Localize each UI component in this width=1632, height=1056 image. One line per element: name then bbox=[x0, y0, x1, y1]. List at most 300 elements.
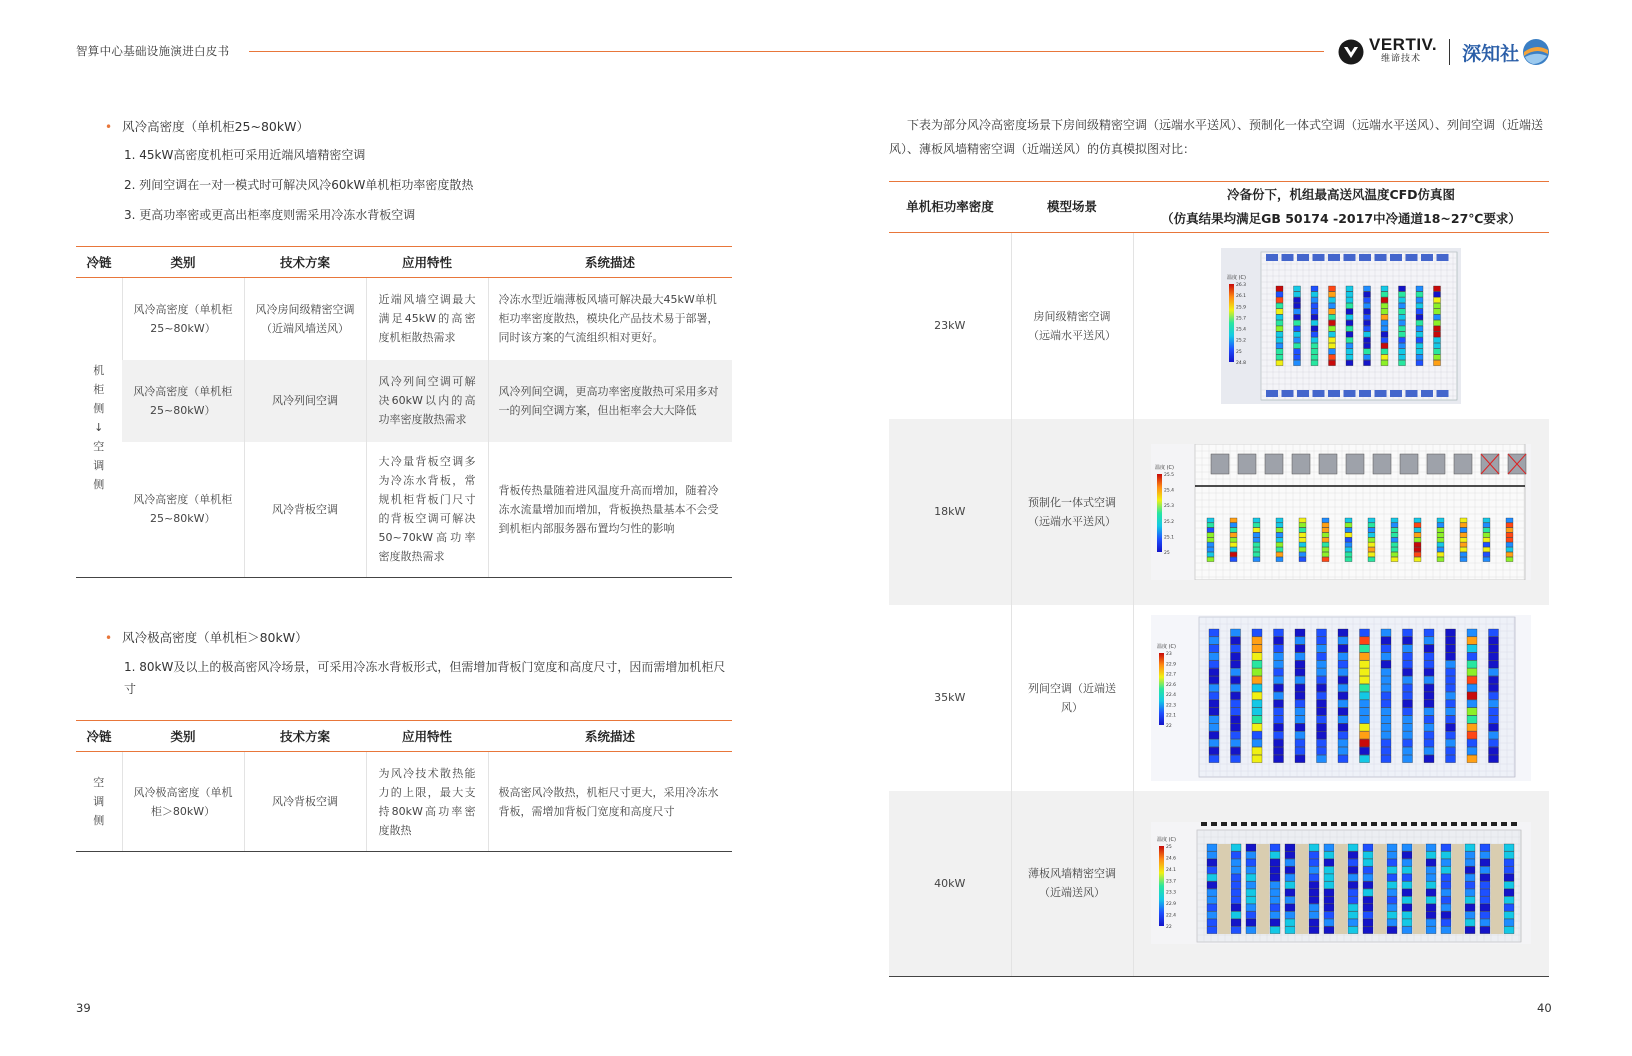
rack-cell bbox=[1329, 314, 1336, 319]
rack-cell bbox=[1381, 297, 1388, 302]
rack-cell bbox=[1387, 882, 1397, 889]
legend-tick: 25.7 bbox=[1236, 316, 1247, 322]
crac-unit bbox=[1266, 254, 1278, 261]
legend-tick: 24.6 bbox=[1166, 856, 1177, 862]
rack-cell bbox=[1403, 629, 1413, 636]
rack-cell bbox=[1381, 303, 1388, 308]
rack-cell bbox=[1209, 660, 1219, 667]
rack-cell bbox=[1274, 684, 1284, 691]
description-cell: 风冷列间空调，更高功率密度散热可采用多对一的列间空调方案，但出柜率会大大降低 bbox=[488, 360, 732, 442]
rack-cell bbox=[1322, 518, 1329, 522]
rack-cell bbox=[1324, 874, 1334, 881]
rack-cell bbox=[1246, 867, 1256, 874]
rack-cell bbox=[1322, 537, 1329, 541]
rack-cell bbox=[1209, 636, 1219, 643]
rack-cell bbox=[1416, 337, 1423, 342]
hot-aisle bbox=[1296, 844, 1308, 934]
rack-cell bbox=[1441, 852, 1451, 859]
rack-cell bbox=[1363, 919, 1373, 926]
rack-cell bbox=[1368, 542, 1375, 546]
hot-aisle bbox=[1335, 844, 1347, 934]
bullet-section1 bbox=[105, 117, 309, 135]
rack-cell bbox=[1360, 660, 1370, 667]
rack-cell bbox=[1399, 337, 1406, 342]
cooling-unit bbox=[1319, 454, 1337, 474]
rack-cell bbox=[1274, 731, 1284, 738]
cooling-unit bbox=[1346, 454, 1364, 474]
rack-cell bbox=[1246, 859, 1256, 866]
rack-cell bbox=[1252, 707, 1262, 714]
rack-cell bbox=[1403, 715, 1413, 722]
cooling-unit bbox=[1265, 454, 1283, 474]
rack-cell bbox=[1402, 927, 1412, 934]
rack-cell bbox=[1403, 652, 1413, 659]
rack-cell bbox=[1345, 537, 1352, 541]
legend-tick: 25.4 bbox=[1164, 488, 1175, 494]
rack-cell bbox=[1434, 303, 1441, 308]
rack-cell bbox=[1364, 303, 1371, 308]
rack-cell bbox=[1363, 874, 1373, 881]
category-cell: 风冷极高密度（单机柜＞80kW） bbox=[122, 752, 244, 852]
rack-cell bbox=[1489, 723, 1499, 730]
rack-cell bbox=[1294, 320, 1301, 325]
rack-cell bbox=[1207, 852, 1217, 859]
rack-cell bbox=[1329, 320, 1336, 325]
description-cell: 极高密风冷散热，机柜尺寸更大，采用冷冻水背板，需增加背板门宽度和高度尺寸 bbox=[488, 752, 732, 852]
intro-paragraph: 下表为部分风冷高密度场景下房间级精密空调（远端水平送风）、预制化一体式空调（远端水平送风）、列间空调（近端送风）、薄板风墙精密空调（近端送风）的仿真模拟图对比： bbox=[889, 118, 1544, 156]
rack-cell bbox=[1295, 660, 1305, 667]
rack-cell bbox=[1274, 668, 1284, 675]
rack-cell bbox=[1489, 676, 1499, 683]
rack-cell bbox=[1504, 882, 1514, 889]
rack-cell bbox=[1465, 927, 1475, 934]
rack-cell bbox=[1483, 518, 1490, 522]
rack-cell bbox=[1295, 668, 1305, 675]
fan-wall-unit bbox=[1231, 822, 1237, 826]
rack-cell bbox=[1317, 636, 1327, 643]
rack-cell bbox=[1276, 360, 1283, 365]
rack-cell bbox=[1295, 747, 1305, 754]
rack-cell bbox=[1424, 747, 1434, 754]
rack-cell bbox=[1276, 320, 1283, 325]
rack-cell bbox=[1489, 668, 1499, 675]
rack-cell bbox=[1207, 547, 1214, 551]
rack-cell bbox=[1274, 739, 1284, 746]
rack-cell bbox=[1285, 889, 1295, 896]
rack-cell bbox=[1363, 867, 1373, 874]
cfd-simulation-image bbox=[1151, 615, 1531, 781]
rack-cell bbox=[1207, 532, 1214, 536]
rack-cell bbox=[1416, 331, 1423, 336]
rack-cell bbox=[1426, 852, 1436, 859]
rack-cell bbox=[1322, 557, 1329, 561]
rack-cell bbox=[1231, 747, 1241, 754]
rack-cell bbox=[1295, 731, 1305, 738]
solution-cell: 风冷背板空调 bbox=[244, 752, 366, 852]
rack-cell bbox=[1467, 692, 1477, 699]
cooling-unit bbox=[1211, 454, 1229, 474]
rack-cell bbox=[1346, 331, 1353, 336]
rack-cell bbox=[1317, 629, 1327, 636]
rack-cell bbox=[1348, 912, 1358, 919]
rack-cell bbox=[1391, 518, 1398, 522]
rack-cell bbox=[1446, 715, 1456, 722]
rack-cell bbox=[1416, 343, 1423, 348]
fan-wall-unit bbox=[1511, 822, 1517, 826]
cfd-simulation-image bbox=[1151, 444, 1531, 580]
rack-cell bbox=[1368, 537, 1375, 541]
table-row bbox=[76, 278, 732, 360]
rack-cell bbox=[1231, 844, 1241, 851]
crac-unit bbox=[1297, 254, 1309, 261]
rack-cell bbox=[1348, 859, 1358, 866]
rack-cell bbox=[1434, 354, 1441, 359]
rack-cell bbox=[1506, 532, 1513, 536]
rack-cell bbox=[1446, 676, 1456, 683]
sim-image-cell bbox=[1133, 419, 1549, 605]
cold-chain-label: 空调侧 bbox=[93, 776, 105, 827]
rack-cell bbox=[1230, 522, 1237, 526]
legend-tick: 25.2 bbox=[1236, 338, 1247, 344]
rack-cell bbox=[1338, 747, 1348, 754]
rack-cell bbox=[1426, 844, 1436, 851]
rack-cell bbox=[1231, 644, 1241, 651]
rack-cell bbox=[1424, 755, 1434, 762]
rack-cell bbox=[1338, 636, 1348, 643]
rack-cell bbox=[1434, 286, 1441, 291]
table-row bbox=[76, 752, 732, 852]
rack-cell bbox=[1346, 343, 1353, 348]
rack-cell bbox=[1460, 547, 1467, 551]
cfd-simulation-image bbox=[1221, 248, 1461, 404]
rack-cell bbox=[1285, 897, 1295, 904]
rack-cell bbox=[1309, 859, 1319, 866]
rack-cell bbox=[1299, 542, 1306, 546]
rack-cell bbox=[1426, 912, 1436, 919]
list-item: 1. 80kW及以上的极高密风冷场景，可采用冷冻水背板形式，但需增加背板门宽度和高度尺寸，因而需增加机柜尺寸 bbox=[124, 660, 726, 696]
rack-cell bbox=[1348, 852, 1358, 859]
rack-cell bbox=[1483, 532, 1490, 536]
rack-cell bbox=[1274, 652, 1284, 659]
rack-cell bbox=[1346, 337, 1353, 342]
rack-cell bbox=[1270, 859, 1280, 866]
rack-cell bbox=[1391, 522, 1398, 526]
rack-cell bbox=[1276, 547, 1283, 551]
rack-cell bbox=[1426, 889, 1436, 896]
rack-cell bbox=[1338, 723, 1348, 730]
fan-wall-unit bbox=[1291, 822, 1297, 826]
sim-header-line2: （仿真结果均满足GB 50174 -2017中冷通道18~27℃要求） bbox=[1161, 211, 1521, 226]
rack-cell bbox=[1360, 684, 1370, 691]
legend-tick: 22.4 bbox=[1166, 913, 1177, 919]
cooling-unit bbox=[1292, 454, 1310, 474]
rack-cell bbox=[1309, 852, 1319, 859]
rack-cell bbox=[1317, 644, 1327, 651]
rack-cell bbox=[1446, 668, 1456, 675]
hot-aisle bbox=[1452, 844, 1464, 934]
rack-cell bbox=[1416, 309, 1423, 314]
rack-cell bbox=[1274, 636, 1284, 643]
rack-cell bbox=[1446, 723, 1456, 730]
rack-cell bbox=[1252, 692, 1262, 699]
rack-cell bbox=[1387, 874, 1397, 881]
rack-cell bbox=[1483, 557, 1490, 561]
rack-cell bbox=[1391, 527, 1398, 531]
rack-cell bbox=[1387, 912, 1397, 919]
rack-cell bbox=[1295, 692, 1305, 699]
rack-cell bbox=[1363, 897, 1373, 904]
rack-cell bbox=[1231, 676, 1241, 683]
category-cell: 风冷高密度（单机柜25~80kW） bbox=[122, 442, 244, 578]
rack-cell bbox=[1207, 518, 1214, 522]
rack-cell bbox=[1348, 919, 1358, 926]
crac-unit bbox=[1359, 390, 1371, 397]
rack-cell bbox=[1207, 927, 1217, 934]
rack-cell bbox=[1387, 889, 1397, 896]
rack-cell bbox=[1360, 668, 1370, 675]
rack-cell bbox=[1437, 518, 1444, 522]
rack-cell bbox=[1231, 889, 1241, 896]
rack-cell bbox=[1391, 547, 1398, 551]
bullet-section2 bbox=[105, 628, 308, 646]
rack-cell bbox=[1504, 912, 1514, 919]
rack-cell bbox=[1209, 747, 1219, 754]
description-cell: 冷冻水型近端薄板风墙可解决最大45kW单机柜功率密度散热，模块化产品技术易于部署，同时该方案的气流组织相对更好。 bbox=[488, 278, 732, 360]
rack-cell bbox=[1317, 668, 1327, 675]
col-header: 类别 bbox=[122, 247, 244, 278]
rack-cell bbox=[1252, 629, 1262, 636]
rack-cell bbox=[1506, 527, 1513, 531]
rack-cell bbox=[1295, 684, 1305, 691]
rack-cell bbox=[1360, 699, 1370, 706]
rack-cell bbox=[1276, 314, 1283, 319]
crac-unit bbox=[1406, 254, 1418, 261]
rack-cell bbox=[1311, 314, 1318, 319]
legend-tick: 22 bbox=[1166, 925, 1172, 931]
rack-cell bbox=[1381, 755, 1391, 762]
rack-cell bbox=[1489, 715, 1499, 722]
rack-cell bbox=[1246, 874, 1256, 881]
brand-separator bbox=[1449, 39, 1450, 65]
rack-cell bbox=[1363, 912, 1373, 919]
crac-unit bbox=[1313, 390, 1325, 397]
rack-cell bbox=[1402, 919, 1412, 926]
rack-cell bbox=[1322, 552, 1329, 556]
rack-cell bbox=[1309, 904, 1319, 911]
rack-cell bbox=[1338, 684, 1348, 691]
rack-cell bbox=[1441, 912, 1451, 919]
rack-cell bbox=[1317, 660, 1327, 667]
rack-cell bbox=[1324, 859, 1334, 866]
rack-cell bbox=[1446, 747, 1456, 754]
legend-tick: 26.1 bbox=[1236, 293, 1247, 299]
legend-title: 温度 (C) bbox=[1157, 837, 1177, 844]
rack-cell bbox=[1209, 715, 1219, 722]
rack-cell bbox=[1441, 867, 1451, 874]
rack-cell bbox=[1231, 699, 1241, 706]
bullet-section1-label: 风冷高密度（单机柜25~80kW） bbox=[122, 119, 309, 134]
rack-cell bbox=[1209, 652, 1219, 659]
rack-cell bbox=[1467, 731, 1477, 738]
col-header: 冷链 bbox=[76, 721, 122, 752]
rack-cell bbox=[1270, 919, 1280, 926]
rack-cell bbox=[1360, 692, 1370, 699]
rack-cell bbox=[1363, 859, 1373, 866]
legend-tick: 22.3 bbox=[1166, 702, 1177, 708]
rack-cell bbox=[1402, 904, 1412, 911]
rack-cell bbox=[1504, 919, 1514, 926]
rack-cell bbox=[1246, 904, 1256, 911]
list-item: 2. 列间空调在一对一模式时可解决风冷60kW单机柜功率密度散热 bbox=[124, 178, 474, 192]
rack-cell bbox=[1363, 844, 1373, 851]
rack-cell bbox=[1274, 699, 1284, 706]
rack-cell bbox=[1253, 532, 1260, 536]
rack-cell bbox=[1489, 629, 1499, 636]
legend-tick: 25.1 bbox=[1164, 534, 1175, 540]
rack-cell bbox=[1381, 668, 1391, 675]
rack-cell bbox=[1504, 867, 1514, 874]
rack-cell bbox=[1360, 676, 1370, 683]
rack-cell bbox=[1399, 326, 1406, 331]
rack-cell bbox=[1346, 326, 1353, 331]
rack-cell bbox=[1231, 731, 1241, 738]
hot-aisle bbox=[1413, 844, 1425, 934]
fan-wall-unit bbox=[1421, 822, 1427, 826]
density-cell: 35kW bbox=[934, 691, 966, 704]
rack-cell bbox=[1387, 867, 1397, 874]
rack-cell bbox=[1209, 739, 1219, 746]
rack-cell bbox=[1467, 723, 1477, 730]
rack-cell bbox=[1467, 707, 1477, 714]
col-header: 单机柜功率密度 bbox=[889, 182, 1011, 233]
rack-cell bbox=[1276, 309, 1283, 314]
rack-cell bbox=[1437, 527, 1444, 531]
rack-cell bbox=[1467, 755, 1477, 762]
rack-cell bbox=[1311, 343, 1318, 348]
rack-cell bbox=[1345, 527, 1352, 531]
rack-cell bbox=[1346, 354, 1353, 359]
rack-cell bbox=[1252, 715, 1262, 722]
rack-cell bbox=[1480, 897, 1490, 904]
rack-cell bbox=[1368, 557, 1375, 561]
rack-cell bbox=[1467, 660, 1477, 667]
rack-cell bbox=[1399, 286, 1406, 291]
rack-cell bbox=[1506, 522, 1513, 526]
rack-cell bbox=[1294, 309, 1301, 314]
rack-cell bbox=[1364, 360, 1371, 365]
rack-cell bbox=[1364, 297, 1371, 302]
rack-cell bbox=[1231, 723, 1241, 730]
rack-cell bbox=[1465, 844, 1475, 851]
rack-cell bbox=[1309, 927, 1319, 934]
rack-cell bbox=[1441, 919, 1451, 926]
fan-wall-unit bbox=[1331, 822, 1337, 826]
rack-cell bbox=[1399, 354, 1406, 359]
table-air-extreme-density bbox=[76, 720, 732, 852]
fan-wall-unit bbox=[1301, 822, 1307, 826]
rack-cell bbox=[1246, 844, 1256, 851]
rack-cell bbox=[1434, 331, 1441, 336]
rack-cell bbox=[1434, 291, 1441, 296]
rack-cell bbox=[1294, 303, 1301, 308]
rack-cell bbox=[1252, 660, 1262, 667]
rack-cell bbox=[1416, 354, 1423, 359]
rack-cell bbox=[1246, 897, 1256, 904]
rack-cell bbox=[1364, 320, 1371, 325]
rack-cell bbox=[1346, 286, 1353, 291]
rack-cell bbox=[1207, 537, 1214, 541]
rack-cell bbox=[1363, 882, 1373, 889]
rack-cell bbox=[1465, 859, 1475, 866]
crac-unit bbox=[1282, 254, 1294, 261]
rack-cell bbox=[1207, 919, 1217, 926]
cooling-unit bbox=[1454, 454, 1472, 474]
rack-cell bbox=[1299, 522, 1306, 526]
rack-cell bbox=[1387, 919, 1397, 926]
rack-cell bbox=[1467, 699, 1477, 706]
rack-cell bbox=[1231, 904, 1241, 911]
rack-cell bbox=[1480, 852, 1490, 859]
rack-cell bbox=[1209, 699, 1219, 706]
rack-cell bbox=[1426, 882, 1436, 889]
rack-cell bbox=[1231, 660, 1241, 667]
rack-cell bbox=[1504, 852, 1514, 859]
rack-cell bbox=[1285, 912, 1295, 919]
rack-cell bbox=[1231, 755, 1241, 762]
brand-logos bbox=[1338, 34, 1570, 70]
rack-cell bbox=[1465, 882, 1475, 889]
rack-cell bbox=[1348, 897, 1358, 904]
rack-cell bbox=[1506, 552, 1513, 556]
rack-cell bbox=[1446, 707, 1456, 714]
rack-cell bbox=[1295, 629, 1305, 636]
vertiv-wordmark: VERTIV. bbox=[1369, 35, 1438, 54]
rack-cell bbox=[1230, 557, 1237, 561]
rack-cell bbox=[1317, 739, 1327, 746]
rack-cell bbox=[1230, 542, 1237, 546]
rack-cell bbox=[1480, 889, 1490, 896]
rack-cell bbox=[1483, 542, 1490, 546]
list-item: 1. 45kW高密度机柜可采用近端风墙精密空调 bbox=[124, 148, 366, 162]
rack-cell bbox=[1403, 692, 1413, 699]
rack-cell bbox=[1403, 676, 1413, 683]
rack-cell bbox=[1252, 676, 1262, 683]
hot-aisle bbox=[1374, 844, 1386, 934]
rack-cell bbox=[1381, 652, 1391, 659]
rack-cell bbox=[1399, 343, 1406, 348]
rack-cell bbox=[1387, 927, 1397, 934]
rack-cell bbox=[1399, 309, 1406, 314]
rack-cell bbox=[1252, 684, 1262, 691]
rack-cell bbox=[1403, 644, 1413, 651]
rack-cell bbox=[1399, 349, 1406, 354]
rack-cell bbox=[1294, 331, 1301, 336]
rack-cell bbox=[1381, 629, 1391, 636]
rack-cell bbox=[1483, 522, 1490, 526]
rack-cell bbox=[1424, 668, 1434, 675]
fan-wall-unit bbox=[1461, 822, 1467, 826]
rack-cell bbox=[1329, 331, 1336, 336]
table-header-row bbox=[76, 721, 732, 752]
rack-cell bbox=[1446, 636, 1456, 643]
rack-cell bbox=[1207, 889, 1217, 896]
rack-cell bbox=[1317, 692, 1327, 699]
fan-wall-unit bbox=[1221, 822, 1227, 826]
crac-unit bbox=[1375, 254, 1387, 261]
rack-cell bbox=[1416, 303, 1423, 308]
fan-wall-unit bbox=[1241, 822, 1247, 826]
rack-cell bbox=[1381, 286, 1388, 291]
